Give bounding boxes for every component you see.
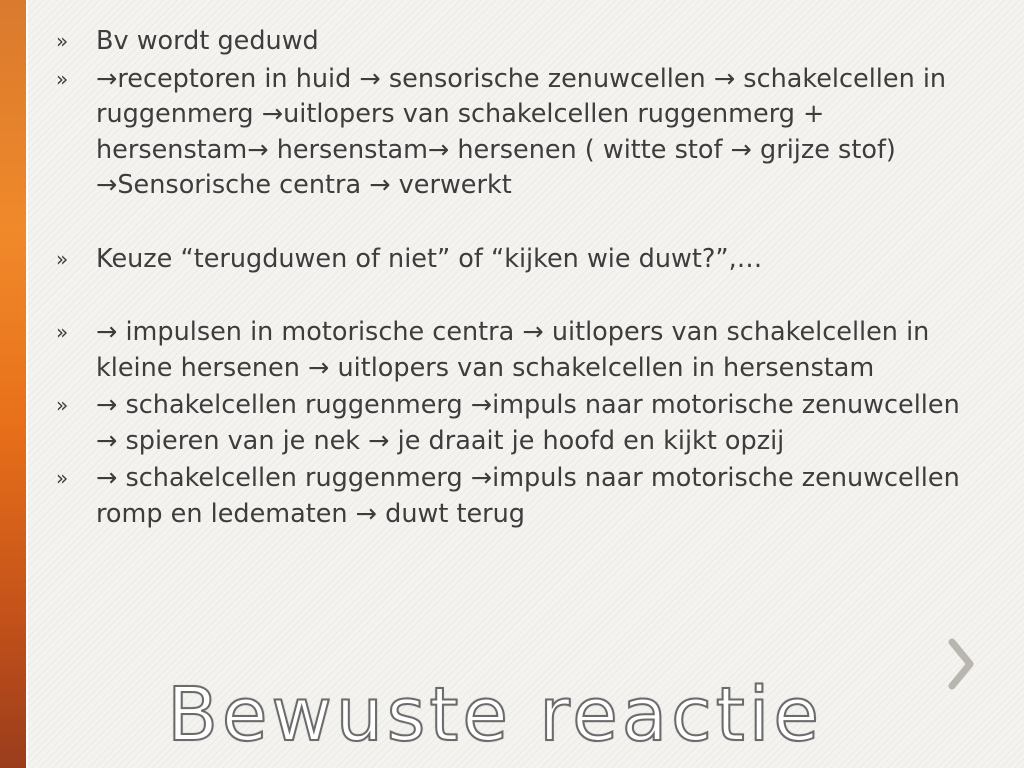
bullet-text: → schakelcellen ruggenmerg →impuls naar motorische zenuwcellen → spieren van je nek → je draait je hoofd en kijkt opzij [96, 390, 960, 456]
bullet-marker: » [56, 466, 69, 490]
bullet-text: Bv wordt geduwd [96, 26, 319, 56]
bullet-text: → impulsen in motorische centra → uitlopers van schakelcellen in kleine hersenen → uitlopers van schakelcellen in hersenstam [96, 317, 930, 383]
bullet-item [54, 388, 974, 459]
bullet-marker: » [56, 66, 69, 91]
bullet-text: →receptoren in huid → sensorische zenuwcellen → schakelcellen in ruggenmerg →uitlopers van schakelcellen ruggenmerg + hersenstam→ hersenstam→ hersenen ( witte stof → grijze stof) →Sensorische centra → verwerkt [96, 63, 947, 200]
bullet-item [54, 24, 974, 60]
bullet-marker: » [56, 29, 69, 53]
bullet-item [54, 242, 974, 278]
bullet-marker: » [56, 246, 69, 271]
bullet-marker: » [56, 393, 69, 417]
bullet-marker: » [56, 320, 69, 344]
bullet-text: → schakelcellen ruggenmerg →impuls naar motorische zenuwcellen romp en ledematen → duwt terug [96, 463, 960, 529]
slide-title: Bewuste reactie [167, 672, 823, 758]
accent-side-bar-edge [26, 0, 28, 768]
bullet-list [54, 24, 974, 534]
bullet-item [54, 461, 974, 532]
bullet-text: Keuze “terugduwen of niet” of “kijken wie duwt?”,… [96, 243, 763, 274]
bullet-item [54, 62, 974, 204]
accent-side-bar [0, 0, 26, 768]
bullet-item [54, 315, 974, 386]
